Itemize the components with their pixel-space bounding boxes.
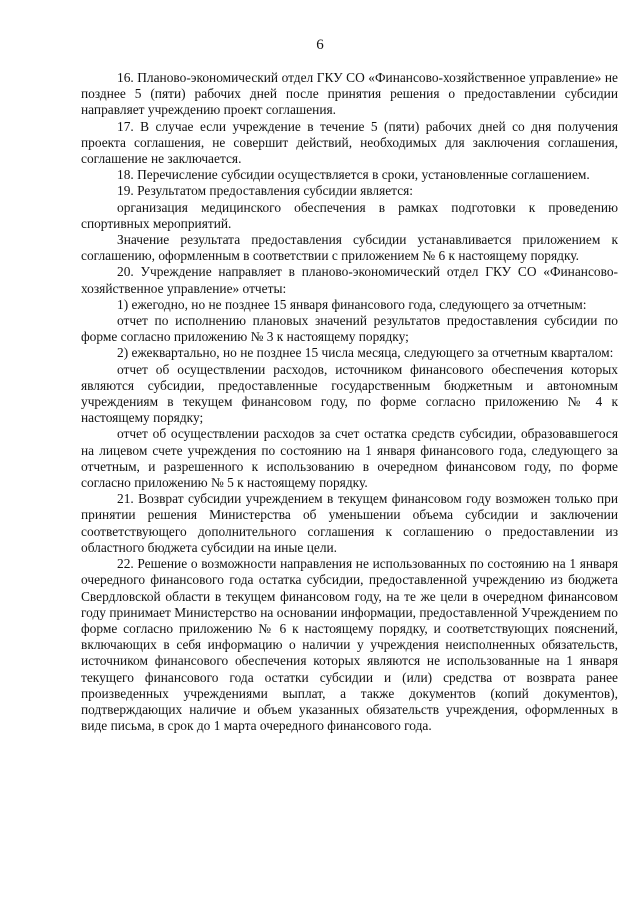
paragraph-20-report-expenses: отчет об осуществлении расходов, источником финансового обеспечения которых являются субсидии, предоставленные государственным бюджетным и автономным учреждениям в текущем финансовом году, по форме согласно приложению № 4 к настоящему порядку; bbox=[81, 361, 618, 426]
paragraph-19-result: организация медицинского обеспечения в рамках подготовки к проведению спортивных мероприятий. bbox=[81, 199, 618, 231]
paragraph-20-report-results: отчет по исполнению плановых значений результатов предоставления субсидии по форме согласно приложению № 3 к настоящему порядку; bbox=[81, 313, 618, 345]
paragraph-19: 19. Результатом предоставления субсидии является: bbox=[117, 183, 414, 199]
paragraph-20: 20. Учреждение направляет в планово-экономический отдел ГКУ СО «Финансово-хозяйственное управление» отчеты: bbox=[81, 264, 618, 296]
document-body bbox=[81, 70, 618, 734]
paragraph-22: 22. Решение о возможности направления не использованных по состоянию на 1 января очередного финансового года остатка субсидии, предоставленной учреждению из бюджета Свердловской области в текущем финансовом году, на те же цели в очередном финансовом году принимает Министерство на основании информации, предоставленной Учреждением по форме согласно приложению № 6 к настоящему порядку, и соответствующих пояснений, включающих в себя информацию о наличии у учреждения неисполненных обязательств, источником финансового обеспечения которых являются не использованные на 1 января текущего финансового года остатки субсидии и (или) средства от возврата ранее произведенных учреждениями выплат, а также документов (копий документов), подтверждающих наличие и объем указанных обязательств учреждения, оформленных в виде письма, в срок до 1 марта очередного финансового года. bbox=[81, 556, 618, 734]
paragraph-16: 16. Планово-экономический отдел ГКУ СО «Финансово-хозяйственное управление» не позднее 5 (пяти) рабочих дней после принятия решения о предоставлении субсидии направляет учреждению проект соглашения. bbox=[81, 70, 618, 118]
page-number: 6 bbox=[316, 37, 324, 53]
paragraph-21: 21. Возврат субсидии учреждением в текущем финансовом году возможен только при принятии решения Министерства об уменьшении объема субсидии и заключении соответствующего дополнительного соглашения к соглашению о предоставлении из областного бюджета субсидии на иные цели. bbox=[81, 491, 618, 555]
paragraph-19-value: Значение результата предоставления субсидии устанавливается приложением к соглашению, оформленным в соответствии с приложением № 6 к настоящему порядку. bbox=[81, 232, 618, 264]
paragraph-17: 17. В случае если учреждение в течение 5 (пяти) рабочих дней со дня получения проекта соглашения, не совершит действий, необходимых для заключения соглашения, соглашение не заключается. bbox=[81, 118, 618, 167]
paragraph-20-item-1: 1) ежегодно, но не позднее 15 января финансового года, следующего за отчетным: bbox=[117, 296, 587, 312]
paragraph-20-report-remainder: отчет об осуществлении расходов за счет остатка средств субсидии, образовавшегося на лицевом счете учреждения по состоянию на 1 января финансового года, следующего за отчетным, и разрешенного к использованию в очередном финансовом году, по форме согласно приложению № 5 к настоящему порядку. bbox=[81, 426, 618, 491]
paragraph-20-item-2: 2) ежеквартально, но не позднее 15 числа месяца, следующего за отчетным кварталом: bbox=[117, 345, 614, 361]
paragraph-18: 18. Перечисление субсидии осуществляется в сроки, установленные соглашением. bbox=[117, 167, 590, 183]
